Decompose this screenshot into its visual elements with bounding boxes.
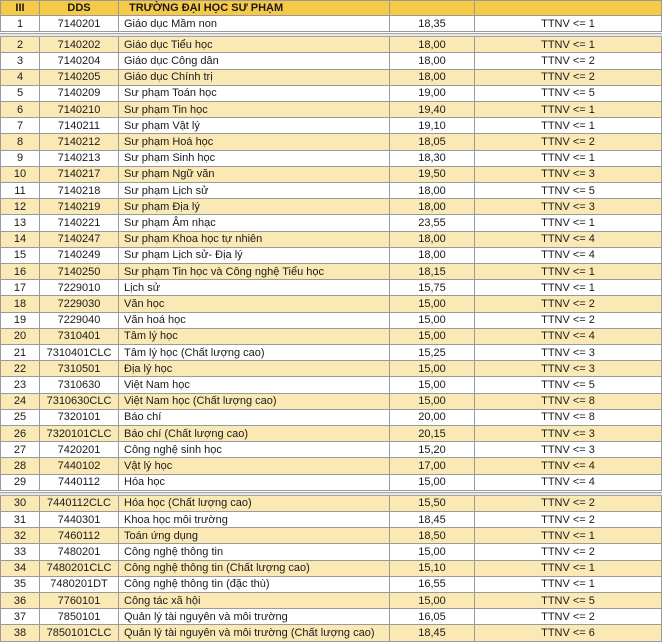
cell-code: 7440112 [40, 475, 119, 491]
cell-code: 7480201DT [40, 577, 119, 593]
cell-score: 18,00 [390, 199, 475, 215]
cell-code: 7229030 [40, 296, 119, 312]
cell-score: 19,40 [390, 102, 475, 118]
cell-program-name: Tâm lý học [119, 329, 390, 345]
table-row [0, 410, 662, 426]
cell-index: 18 [0, 296, 40, 312]
cell-score: 15,00 [390, 377, 475, 393]
cell-score: 16,55 [390, 577, 475, 593]
cell-condition: TTNV <= 5 [475, 593, 662, 609]
cell-index: 38 [0, 625, 40, 641]
cell-code: 7140202 [40, 37, 119, 53]
cell-condition: TTNV <= 2 [475, 53, 662, 69]
cell-program-name: Sư phạm Lịch sử- Địa lý [119, 248, 390, 264]
cell-program-name: Sư phạm Tin học [119, 102, 390, 118]
table-row [0, 232, 662, 248]
header-cell-code: DDS [40, 0, 119, 16]
cell-score: 15,25 [390, 345, 475, 361]
table-row [0, 377, 662, 393]
cell-condition: TTNV <= 2 [475, 512, 662, 528]
cell-condition: TTNV <= 2 [475, 496, 662, 512]
cell-code: 7440301 [40, 512, 119, 528]
cell-condition: TTNV <= 1 [475, 215, 662, 231]
cell-condition: TTNV <= 4 [475, 232, 662, 248]
cell-condition: TTNV <= 1 [475, 37, 662, 53]
table-row [0, 512, 662, 528]
cell-code: 7140247 [40, 232, 119, 248]
cell-score: 15,00 [390, 313, 475, 329]
cell-condition: TTNV <= 1 [475, 151, 662, 167]
cell-condition: TTNV <= 4 [475, 475, 662, 491]
cell-condition: TTNV <= 3 [475, 426, 662, 442]
cell-condition: TTNV <= 1 [475, 102, 662, 118]
cell-condition: TTNV <= 1 [475, 561, 662, 577]
table-row [0, 280, 662, 296]
header-cell-score [390, 0, 475, 16]
cell-code: 7440102 [40, 458, 119, 474]
cell-index: 31 [0, 512, 40, 528]
cell-index: 11 [0, 183, 40, 199]
cell-score: 19,50 [390, 167, 475, 183]
table-row [0, 183, 662, 199]
cell-score: 18,50 [390, 528, 475, 544]
cell-code: 7140201 [40, 16, 119, 32]
cell-program-name: Giáo dục Công dân [119, 53, 390, 69]
cell-score: 18,35 [390, 16, 475, 32]
cell-program-name: Sư phạm Ngữ văn [119, 167, 390, 183]
cell-score: 18,00 [390, 70, 475, 86]
cell-program-name: Toán ứng dụng [119, 528, 390, 544]
cell-program-name: Báo chí (Chất lượng cao) [119, 426, 390, 442]
table-row [0, 528, 662, 544]
cell-score: 18,45 [390, 625, 475, 641]
cell-code: 7310401 [40, 329, 119, 345]
table-row [0, 345, 662, 361]
cell-condition: TTNV <= 1 [475, 16, 662, 32]
cell-condition: TTNV <= 3 [475, 345, 662, 361]
cell-index: 24 [0, 394, 40, 410]
cell-score: 18,00 [390, 232, 475, 248]
cell-condition: TTNV <= 4 [475, 458, 662, 474]
cell-score: 18,15 [390, 264, 475, 280]
cell-program-name: Hóa học [119, 475, 390, 491]
cell-index: 37 [0, 609, 40, 625]
cell-condition: TTNV <= 1 [475, 118, 662, 134]
cell-code: 7440112CLC [40, 496, 119, 512]
cell-score: 15,00 [390, 329, 475, 345]
cell-code: 7310501 [40, 361, 119, 377]
table-row [0, 264, 662, 280]
cell-program-name: Công nghệ sinh học [119, 442, 390, 458]
cell-code: 7480201 [40, 544, 119, 560]
cell-score: 19,00 [390, 86, 475, 102]
cell-score: 15,00 [390, 593, 475, 609]
cell-program-name: Việt Nam học [119, 377, 390, 393]
cell-index: 3 [0, 53, 40, 69]
cell-code: 7229010 [40, 280, 119, 296]
table-row [0, 118, 662, 134]
cell-code: 7140210 [40, 102, 119, 118]
cell-code: 7140204 [40, 53, 119, 69]
cell-code: 7850101CLC [40, 625, 119, 641]
cell-index: 29 [0, 475, 40, 491]
cell-index: 22 [0, 361, 40, 377]
cell-score: 18,00 [390, 53, 475, 69]
table-row [0, 609, 662, 625]
cell-index: 2 [0, 37, 40, 53]
table-header-row [0, 0, 662, 16]
table-row [0, 593, 662, 609]
cell-code: 7140209 [40, 86, 119, 102]
cell-code: 7140250 [40, 264, 119, 280]
cell-index: 15 [0, 248, 40, 264]
cell-condition: TTNV <= 3 [475, 167, 662, 183]
cell-condition: TTNV <= 3 [475, 442, 662, 458]
cell-program-name: Báo chí [119, 410, 390, 426]
cell-score: 18,45 [390, 512, 475, 528]
cell-index: 30 [0, 496, 40, 512]
cell-index: 14 [0, 232, 40, 248]
cell-program-name: Quản lý tài nguyên và môi trường (Chất lượng cao) [119, 625, 390, 641]
table-row [0, 296, 662, 312]
table-row [0, 102, 662, 118]
cell-index: 21 [0, 345, 40, 361]
cell-code: 7310630 [40, 377, 119, 393]
cell-code: 7140249 [40, 248, 119, 264]
cell-code: 7140211 [40, 118, 119, 134]
table-row [0, 544, 662, 560]
table-row [0, 167, 662, 183]
table-row [0, 215, 662, 231]
cell-program-name: Việt Nam học (Chất lượng cao) [119, 394, 390, 410]
cell-code: 7310401CLC [40, 345, 119, 361]
cell-score: 16,05 [390, 609, 475, 625]
cell-code: 7320101CLC [40, 426, 119, 442]
cell-condition: TTNV <= 2 [475, 609, 662, 625]
table-row [0, 151, 662, 167]
cell-index: 4 [0, 70, 40, 86]
cell-program-name: Sư phạm Tin học và Công nghệ Tiểu học [119, 264, 390, 280]
cell-code: 7320101 [40, 410, 119, 426]
cell-code: 7140205 [40, 70, 119, 86]
table-row [0, 329, 662, 345]
cell-score: 18,05 [390, 134, 475, 150]
cell-condition: TTNV <= 1 [475, 264, 662, 280]
cell-program-name: Công nghệ thông tin (đặc thù) [119, 577, 390, 593]
cell-index: 27 [0, 442, 40, 458]
cell-program-name: Công tác xã hội [119, 593, 390, 609]
cell-index: 33 [0, 544, 40, 560]
cell-score: 15,10 [390, 561, 475, 577]
cell-program-name: Sư phạm Toán học [119, 86, 390, 102]
table-row [0, 53, 662, 69]
cell-condition: TTNV <= 6 [475, 625, 662, 641]
cell-condition: TTNV <= 5 [475, 86, 662, 102]
cell-index: 25 [0, 410, 40, 426]
table-row [0, 577, 662, 593]
cell-index: 7 [0, 118, 40, 134]
cell-program-name: Sư phạm Âm nhạc [119, 215, 390, 231]
cell-score: 15,00 [390, 544, 475, 560]
cell-score: 20,15 [390, 426, 475, 442]
cell-condition: TTNV <= 2 [475, 296, 662, 312]
cell-index: 32 [0, 528, 40, 544]
cell-index: 6 [0, 102, 40, 118]
cell-index: 17 [0, 280, 40, 296]
cell-condition: TTNV <= 5 [475, 377, 662, 393]
cell-program-name: Vật lý học [119, 458, 390, 474]
cell-program-name: Văn học [119, 296, 390, 312]
cell-program-name: Giáo dục Mầm non [119, 16, 390, 32]
cell-index: 1 [0, 16, 40, 32]
cell-index: 13 [0, 215, 40, 231]
table-row [0, 361, 662, 377]
cell-program-name: Hóa học (Chất lượng cao) [119, 496, 390, 512]
cell-code: 7140213 [40, 151, 119, 167]
cell-index: 8 [0, 134, 40, 150]
cell-condition: TTNV <= 2 [475, 70, 662, 86]
cell-code: 7140221 [40, 215, 119, 231]
cell-index: 9 [0, 151, 40, 167]
header-cell-school-name: TRƯỜNG ĐẠI HỌC SƯ PHẠM [119, 0, 390, 16]
cell-index: 19 [0, 313, 40, 329]
cell-index: 10 [0, 167, 40, 183]
cell-score: 18,00 [390, 248, 475, 264]
cell-condition: TTNV <= 4 [475, 248, 662, 264]
cell-score: 18,30 [390, 151, 475, 167]
cell-code: 7760101 [40, 593, 119, 609]
cell-program-name: Giáo dục Tiểu học [119, 37, 390, 53]
table-row [0, 426, 662, 442]
cell-index: 20 [0, 329, 40, 345]
cell-condition: TTNV <= 3 [475, 361, 662, 377]
table-row [0, 37, 662, 53]
cell-program-name: Sư phạm Vật lý [119, 118, 390, 134]
cell-index: 23 [0, 377, 40, 393]
cell-program-name: Tâm lý học (Chất lượng cao) [119, 345, 390, 361]
cell-program-name: Quản lý tài nguyên và môi trường [119, 609, 390, 625]
cell-score: 20,00 [390, 410, 475, 426]
table-row [0, 561, 662, 577]
table-row [0, 313, 662, 329]
cell-score: 18,00 [390, 37, 475, 53]
table-row [0, 442, 662, 458]
cell-condition: TTNV <= 1 [475, 528, 662, 544]
cell-index: 16 [0, 264, 40, 280]
table-row [0, 16, 662, 32]
cell-code: 7229040 [40, 313, 119, 329]
table-row [0, 134, 662, 150]
table-row [0, 70, 662, 86]
table-row [0, 394, 662, 410]
cell-program-name: Công nghệ thông tin [119, 544, 390, 560]
cell-condition: TTNV <= 8 [475, 410, 662, 426]
cell-program-name: Công nghệ thông tin (Chất lượng cao) [119, 561, 390, 577]
cell-index: 34 [0, 561, 40, 577]
cell-program-name: Khoa học môi trường [119, 512, 390, 528]
cell-condition: TTNV <= 2 [475, 134, 662, 150]
header-cell-index: III [0, 0, 40, 16]
cell-code: 7480201CLC [40, 561, 119, 577]
cell-index: 35 [0, 577, 40, 593]
cell-score: 18,00 [390, 183, 475, 199]
cell-condition: TTNV <= 4 [475, 329, 662, 345]
cell-program-name: Địa lý học [119, 361, 390, 377]
cell-code: 7140217 [40, 167, 119, 183]
cell-code: 7420201 [40, 442, 119, 458]
cell-condition: TTNV <= 8 [475, 394, 662, 410]
cell-program-name: Sư phạm Khoa học tự nhiên [119, 232, 390, 248]
cell-score: 15,75 [390, 280, 475, 296]
cell-index: 12 [0, 199, 40, 215]
cell-condition: TTNV <= 1 [475, 577, 662, 593]
cell-condition: TTNV <= 1 [475, 280, 662, 296]
table-row [0, 248, 662, 264]
cell-score: 15,00 [390, 475, 475, 491]
cell-code: 7140212 [40, 134, 119, 150]
cell-index: 5 [0, 86, 40, 102]
cell-program-name: Sư phạm Lịch sử [119, 183, 390, 199]
cell-condition: TTNV <= 5 [475, 183, 662, 199]
cell-code: 7310630CLC [40, 394, 119, 410]
cell-code: 7850101 [40, 609, 119, 625]
cell-program-name: Sư phạm Địa lý [119, 199, 390, 215]
cell-index: 36 [0, 593, 40, 609]
cell-program-name: Lịch sử [119, 280, 390, 296]
cell-score: 23,55 [390, 215, 475, 231]
cell-code: 7140219 [40, 199, 119, 215]
cell-program-name: Giáo dục Chính trị [119, 70, 390, 86]
cell-code: 7140218 [40, 183, 119, 199]
table-row [0, 458, 662, 474]
cell-index: 28 [0, 458, 40, 474]
cell-condition: TTNV <= 2 [475, 313, 662, 329]
cell-condition: TTNV <= 2 [475, 544, 662, 560]
cell-code: 7460112 [40, 528, 119, 544]
table-row [0, 86, 662, 102]
table-row [0, 625, 662, 641]
table-row [0, 475, 662, 491]
cell-program-name: Văn hoá học [119, 313, 390, 329]
header-cell-condition [475, 0, 662, 16]
cell-condition: TTNV <= 3 [475, 199, 662, 215]
table-row [0, 496, 662, 512]
cell-program-name: Sư phạm Sinh học [119, 151, 390, 167]
table-row [0, 199, 662, 215]
cell-score: 15,00 [390, 296, 475, 312]
cell-score: 15,20 [390, 442, 475, 458]
cell-index: 26 [0, 426, 40, 442]
cell-score: 15,00 [390, 361, 475, 377]
cell-program-name: Sư phạm Hoá học [119, 134, 390, 150]
cell-score: 17,00 [390, 458, 475, 474]
cell-score: 15,00 [390, 394, 475, 410]
cell-score: 15,50 [390, 496, 475, 512]
cell-score: 19,10 [390, 118, 475, 134]
